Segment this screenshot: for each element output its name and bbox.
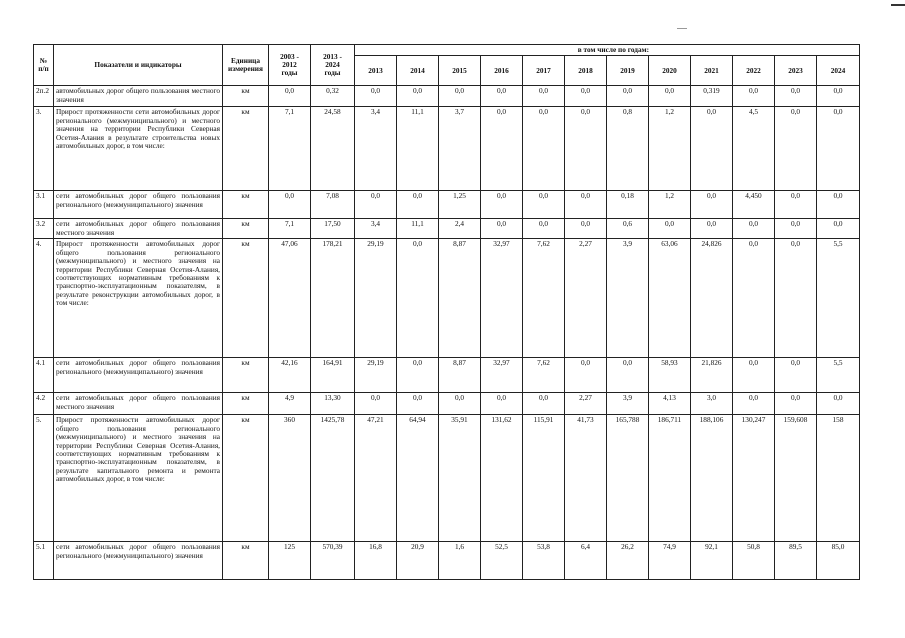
year-value-2013: 29,19	[355, 239, 397, 358]
unit-cell: км	[223, 86, 269, 107]
header-year-2021: 2021	[691, 56, 733, 86]
year-value-2015: 1,25	[439, 191, 481, 219]
year-value-2017: 7,62	[523, 358, 565, 393]
year-value-2022: 0,0	[733, 239, 775, 358]
year-value-2020: 4,13	[649, 393, 691, 415]
year-value-2018: 0,0	[565, 107, 607, 191]
period-2003-2012-value: 0,0	[269, 86, 311, 107]
year-value-2013: 0,0	[355, 191, 397, 219]
year-value-2014: 11,1	[397, 107, 439, 191]
indicator-name: сети автомобильных дорог общего пользования регионального (межмуниципального) значения	[54, 191, 223, 219]
year-value-2021: 0,0	[691, 219, 733, 239]
year-value-2013: 0,0	[355, 86, 397, 107]
year-value-2019: 26,2	[607, 542, 649, 580]
year-value-2015: 0,0	[439, 86, 481, 107]
period-2003-2012-value: 7,1	[269, 219, 311, 239]
year-value-2017: 0,0	[523, 393, 565, 415]
year-value-2021: 0,0	[691, 191, 733, 219]
year-value-2020: 0,0	[649, 219, 691, 239]
year-value-2018: 2,27	[565, 239, 607, 358]
year-value-2023: 0,0	[775, 219, 817, 239]
header-year-2013: 2013	[355, 56, 397, 86]
year-value-2022: 50,8	[733, 542, 775, 580]
header-year-2014: 2014	[397, 56, 439, 86]
indicator-name: Прирост протяженности автомобильных дорог общего пользования регионального (межмуниципального) и местного значения на территории Республики Северная Осетия-Алания, соответствующих нормативным требованиям к транспортно-эксплуатационным показателям, в результате реконструкции автомобильных дорог, в том числе:	[54, 239, 223, 358]
year-value-2021: 21,826	[691, 358, 733, 393]
year-value-2019: 3,9	[607, 239, 649, 358]
year-value-2021: 3,0	[691, 393, 733, 415]
year-value-2023: 159,608	[775, 415, 817, 542]
scan-artifact	[677, 28, 687, 29]
header-year-2023: 2023	[775, 56, 817, 86]
year-value-2013: 47,21	[355, 415, 397, 542]
row-number: 3.2	[34, 219, 54, 239]
year-value-2020: 186,711	[649, 415, 691, 542]
period-2003-2012-value: 42,16	[269, 358, 311, 393]
year-value-2019: 0,0	[607, 86, 649, 107]
period-2013-2024-value: 1425,78	[311, 415, 355, 542]
year-value-2018: 41,73	[565, 415, 607, 542]
year-value-2022: 4,5	[733, 107, 775, 191]
header-by-years: в том числе по годам:	[355, 45, 860, 56]
header-year-2020: 2020	[649, 56, 691, 86]
year-value-2013: 29,19	[355, 358, 397, 393]
year-value-2018: 6,4	[565, 542, 607, 580]
year-value-2022: 130,247	[733, 415, 775, 542]
year-value-2024: 158	[817, 415, 860, 542]
unit-cell: км	[223, 239, 269, 358]
year-value-2015: 1,6	[439, 542, 481, 580]
year-value-2021: 24,826	[691, 239, 733, 358]
header-year-2017: 2017	[523, 56, 565, 86]
year-value-2014: 0,0	[397, 86, 439, 107]
year-value-2023: 0,0	[775, 239, 817, 358]
year-value-2019: 0,8	[607, 107, 649, 191]
header-year-2018: 2018	[565, 56, 607, 86]
year-value-2017: 0,0	[523, 107, 565, 191]
year-value-2018: 2,27	[565, 393, 607, 415]
year-value-2022: 0,0	[733, 393, 775, 415]
year-value-2016: 32,97	[481, 239, 523, 358]
year-value-2021: 0,0	[691, 107, 733, 191]
header-year-2024: 2024	[817, 56, 860, 86]
year-value-2013: 0,0	[355, 393, 397, 415]
year-value-2017: 115,91	[523, 415, 565, 542]
header-year-2015: 2015	[439, 56, 481, 86]
indicator-name: Прирост протяженности автомобильных дорог общего пользования регионального (межмуниципального) и местного значения на территории Республики Северная Осетия-Алания, соответствующих нормативным требованиям к транспортно-эксплуатационным показателям, в результате капитального ремонта и ремонта автомобильных дорог, в том числе:	[54, 415, 223, 542]
year-value-2018: 0,0	[565, 86, 607, 107]
row-number: 5.1	[34, 542, 54, 580]
year-value-2020: 1,2	[649, 191, 691, 219]
year-value-2015: 35,91	[439, 415, 481, 542]
header-period-2013-2024: 2013 - 2024 годы	[311, 45, 355, 86]
year-value-2023: 89,5	[775, 542, 817, 580]
year-value-2015: 3,7	[439, 107, 481, 191]
year-value-2024: 0,0	[817, 393, 860, 415]
period-2013-2024-value: 570,39	[311, 542, 355, 580]
year-value-2020: 74,9	[649, 542, 691, 580]
table-row	[34, 86, 860, 107]
year-value-2024: 5,5	[817, 358, 860, 393]
year-value-2022: 0,0	[733, 358, 775, 393]
year-value-2019: 165,788	[607, 415, 649, 542]
year-value-2013: 3,4	[355, 219, 397, 239]
year-value-2013: 16,8	[355, 542, 397, 580]
year-value-2015: 8,87	[439, 358, 481, 393]
row-number: 4.1	[34, 358, 54, 393]
table-row	[34, 415, 860, 542]
year-value-2017: 53,8	[523, 542, 565, 580]
period-2013-2024-value: 13,30	[311, 393, 355, 415]
year-value-2021: 92,1	[691, 542, 733, 580]
year-value-2014: 0,0	[397, 358, 439, 393]
year-value-2014: 0,0	[397, 393, 439, 415]
year-value-2019: 3,9	[607, 393, 649, 415]
year-value-2016: 32,97	[481, 358, 523, 393]
year-value-2024: 0,0	[817, 219, 860, 239]
year-value-2022: 0,0	[733, 219, 775, 239]
year-value-2019: 0,0	[607, 358, 649, 393]
row-number: 3.1	[34, 191, 54, 219]
unit-cell: км	[223, 219, 269, 239]
year-value-2016: 0,0	[481, 219, 523, 239]
indicator-name: сети автомобильных дорог общего пользования регионального (межмуниципального) значения	[54, 542, 223, 580]
scan-artifact	[891, 4, 905, 6]
row-number: 4.2	[34, 393, 54, 415]
year-value-2016: 0,0	[481, 393, 523, 415]
year-value-2019: 0,6	[607, 219, 649, 239]
year-value-2020: 1,2	[649, 107, 691, 191]
unit-cell: км	[223, 542, 269, 580]
period-2003-2012-value: 47,06	[269, 239, 311, 358]
year-value-2019: 0,18	[607, 191, 649, 219]
year-value-2024: 0,0	[817, 86, 860, 107]
period-2003-2012-value: 7,1	[269, 107, 311, 191]
header-indicator: Показатели и индикаторы	[54, 45, 223, 86]
period-2003-2012-value: 0,0	[269, 191, 311, 219]
row-number: 4.	[34, 239, 54, 358]
header-year-2022: 2022	[733, 56, 775, 86]
header-year-2016: 2016	[481, 56, 523, 86]
year-value-2021: 0,319	[691, 86, 733, 107]
year-value-2015: 0,0	[439, 393, 481, 415]
year-value-2023: 0,0	[775, 86, 817, 107]
year-value-2015: 8,87	[439, 239, 481, 358]
year-value-2021: 188,106	[691, 415, 733, 542]
period-2013-2024-value: 178,21	[311, 239, 355, 358]
year-value-2017: 0,0	[523, 219, 565, 239]
period-2003-2012-value: 125	[269, 542, 311, 580]
indicator-name: Прирост протяженности сети автомобильных дорог регионального (межмуниципального) и местного значения на территории Республики Северная Осетия-Алания в результате строительства новых автомобильных дорог, в том числе:	[54, 107, 223, 191]
header-num: № п/п	[34, 45, 54, 86]
year-value-2016: 0,0	[481, 107, 523, 191]
period-2013-2024-value: 0,32	[311, 86, 355, 107]
year-value-2014: 0,0	[397, 239, 439, 358]
year-value-2023: 0,0	[775, 393, 817, 415]
unit-cell: км	[223, 107, 269, 191]
unit-cell: км	[223, 393, 269, 415]
year-value-2020: 58,93	[649, 358, 691, 393]
table-row	[34, 358, 860, 393]
year-value-2023: 0,0	[775, 191, 817, 219]
year-value-2023: 0,0	[775, 358, 817, 393]
period-2003-2012-value: 360	[269, 415, 311, 542]
year-value-2016: 52,5	[481, 542, 523, 580]
year-value-2024: 0,0	[817, 191, 860, 219]
table-row	[34, 239, 860, 358]
indicator-name: сети автомобильных дорог общего пользования местного значения	[54, 393, 223, 415]
year-value-2018: 0,0	[565, 358, 607, 393]
year-value-2017: 0,0	[523, 191, 565, 219]
year-value-2013: 3,4	[355, 107, 397, 191]
indicators-table	[33, 44, 860, 580]
period-2013-2024-value: 17,50	[311, 219, 355, 239]
year-value-2016: 131,62	[481, 415, 523, 542]
year-value-2014: 0,0	[397, 191, 439, 219]
year-value-2018: 0,0	[565, 191, 607, 219]
row-number: 2п.2	[34, 86, 54, 107]
table-row	[34, 542, 860, 580]
year-value-2022: 4,450	[733, 191, 775, 219]
indicator-name: автомобильных дорог общего пользования местного значения	[54, 86, 223, 107]
year-value-2017: 0,0	[523, 86, 565, 107]
year-value-2022: 0,0	[733, 86, 775, 107]
row-number: 5.	[34, 415, 54, 542]
unit-cell: км	[223, 191, 269, 219]
year-value-2014: 64,94	[397, 415, 439, 542]
header-year-2019: 2019	[607, 56, 649, 86]
indicator-name: сети автомобильных дорог общего пользования регионального (межмуниципального) значения	[54, 358, 223, 393]
table-row	[34, 219, 860, 239]
period-2013-2024-value: 24,58	[311, 107, 355, 191]
table-row	[34, 393, 860, 415]
year-value-2018: 0,0	[565, 219, 607, 239]
indicator-name: сети автомобильных дорог общего пользования местного значения	[54, 219, 223, 239]
period-2013-2024-value: 7,08	[311, 191, 355, 219]
year-value-2014: 20,9	[397, 542, 439, 580]
table-row	[34, 107, 860, 191]
row-number: 3.	[34, 107, 54, 191]
unit-cell: км	[223, 415, 269, 542]
header-unit: Единица измерения	[223, 45, 269, 86]
year-value-2020: 63,06	[649, 239, 691, 358]
period-2013-2024-value: 164,91	[311, 358, 355, 393]
period-2003-2012-value: 4,9	[269, 393, 311, 415]
year-value-2024: 5,5	[817, 239, 860, 358]
year-value-2023: 0,0	[775, 107, 817, 191]
year-value-2014: 11,1	[397, 219, 439, 239]
year-value-2024: 85,0	[817, 542, 860, 580]
year-value-2020: 0,0	[649, 86, 691, 107]
header-period-2003-2012: 2003 - 2012 годы	[269, 45, 311, 86]
year-value-2015: 2,4	[439, 219, 481, 239]
unit-cell: км	[223, 358, 269, 393]
year-value-2024: 0,0	[817, 107, 860, 191]
year-value-2016: 0,0	[481, 86, 523, 107]
year-value-2016: 0,0	[481, 191, 523, 219]
year-value-2017: 7,62	[523, 239, 565, 358]
table-row	[34, 191, 860, 219]
